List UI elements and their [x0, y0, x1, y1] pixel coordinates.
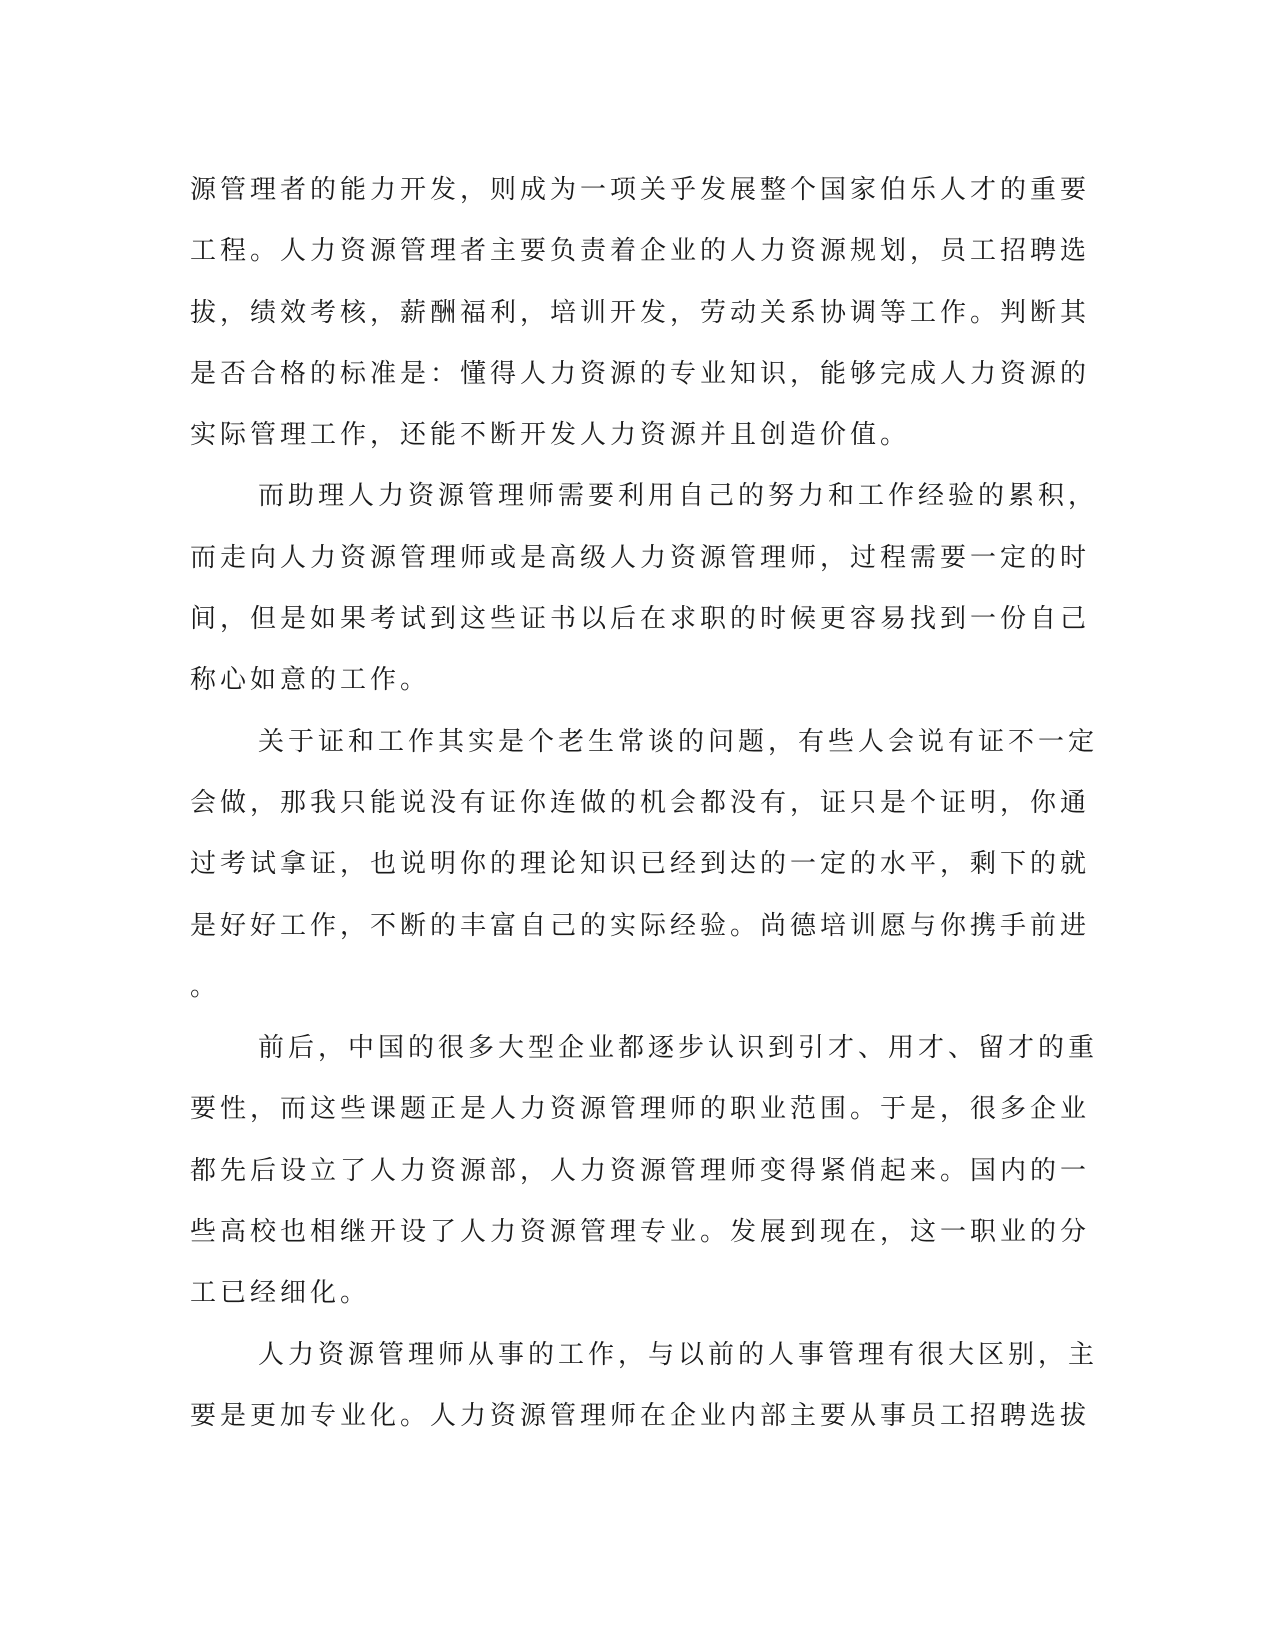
text-line: 称心如意的工作。: [190, 665, 431, 696]
text-line: 间，但是如果考试到这些证书以后在求职的时候更容易找到一份自己: [190, 604, 1091, 635]
text-line: 是好好工作，不断的丰富自己的实际经验。尚德培训愿与你携手前进: [190, 910, 1091, 941]
text-line: 些高校也相继开设了人力资源管理专业。发展到现在，这一职业的分: [190, 1217, 1091, 1248]
paragraph-first-line: 而助理人力资源管理师需要利用自己的努力和工作经验的累积，: [258, 481, 1099, 512]
text-line: 工程。人力资源管理者主要负责着企业的人力资源规划，员工招聘选: [190, 236, 1091, 267]
text-line: 过考试拿证，也说明你的理论知识已经到达的一定的水平，剩下的就: [190, 849, 1091, 880]
text-line: 源管理者的能力开发，则成为一项关乎发展整个国家伯乐人才的重要: [190, 175, 1091, 205]
text-line: 都先后设立了人力资源部，人力资源管理师变得紧俏起来。国内的一: [190, 1155, 1091, 1186]
body-text: [190, 160, 1099, 1447]
text-line: 会做，那我只能说没有证你连做的机会都没有，证只是个证明，你通: [190, 787, 1091, 818]
text-line: 。: [190, 971, 221, 1002]
paragraph-first-line: 人力资源管理师从事的工作，与以前的人事管理有很大区别，主: [258, 1339, 1099, 1370]
text-line: 而走向人力资源管理师或是高级人力资源管理师，过程需要一定的时: [190, 542, 1091, 573]
text-line: 要是更加专业化。人力资源管理师在企业内部主要从事员工招聘选拔: [190, 1400, 1091, 1431]
paragraph-first-line: 前后，中国的很多大型企业都逐步认识到引才、用才、留才的重: [258, 1033, 1099, 1064]
text-line: 工已经细化。: [190, 1278, 371, 1309]
text-line: 拔，绩效考核，薪酬福利，培训开发，劳动关系协调等工作。判断其: [190, 297, 1091, 328]
paragraph-first-line: 关于证和工作其实是个老生常谈的问题，有些人会说有证不一定: [258, 726, 1099, 757]
text-line: 是否合格的标准是：懂得人力资源的专业知识，能够完成人力资源的: [190, 358, 1091, 389]
text-line: 实际管理工作，还能不断开发人力资源并且创造价值。: [190, 420, 911, 451]
text-line: 要性，而这些课题正是人力资源管理师的职业范围。于是，很多企业: [190, 1094, 1091, 1125]
